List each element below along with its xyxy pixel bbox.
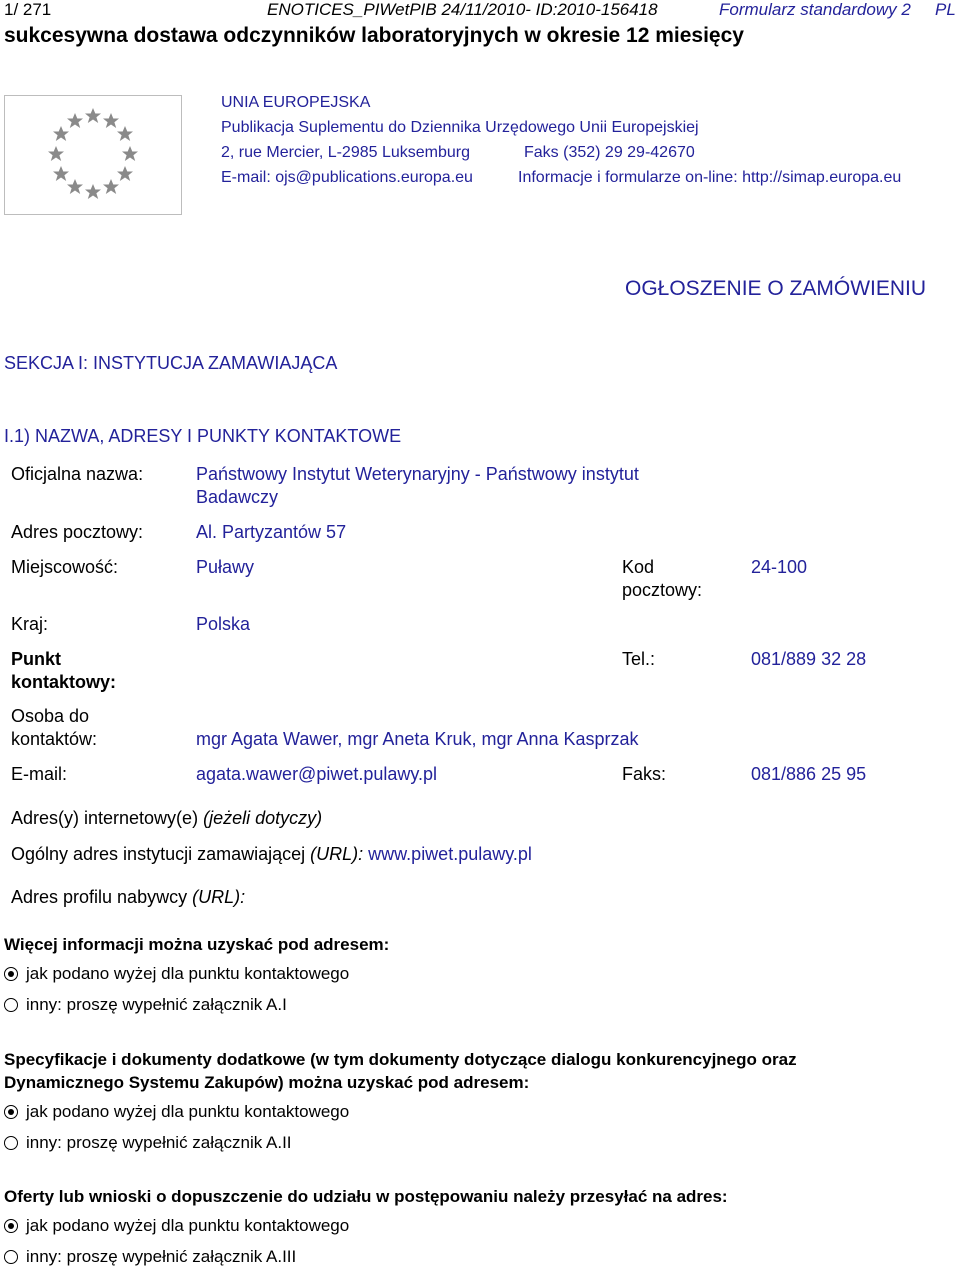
country-value: Polska [196, 614, 251, 634]
radio-empty-icon[interactable] [4, 998, 18, 1012]
postal-code-value: 24-100 [751, 557, 808, 577]
postal-code-label: Kod [622, 557, 655, 577]
phone-value: 081/889 32 28 [751, 649, 867, 669]
phone-label: Tel.: [622, 649, 656, 669]
official-name-value-cont: Badawczy [196, 487, 279, 507]
radio-selected-icon[interactable] [4, 967, 18, 981]
subsection-title: I.1) NAZWA, ADRESY I PUNKTY KONTAKTOWE [4, 426, 402, 446]
general-address-url-note: (URL): [310, 844, 364, 864]
general-address-row [11, 844, 532, 865]
postal-code-label-cont: pocztowy: [622, 580, 703, 600]
offers-option-other-label: inny: proszę wypełnić załącznik A.III [26, 1247, 297, 1266]
specs-option-other-label: inny: proszę wypełnić załącznik A.II [26, 1133, 292, 1152]
eu-flag-logo [4, 95, 182, 215]
contact-point-label: Punkt [11, 649, 62, 669]
country-label: Kraj: [11, 614, 49, 634]
general-address-label: Ogólny adres instytucji zamawiającej [11, 844, 306, 864]
radio-selected-icon[interactable] [4, 1105, 18, 1119]
radio-empty-icon[interactable] [4, 1250, 18, 1264]
publisher-info-link: Informacje i formularze on-line: http://simap.europa.eu [518, 169, 902, 186]
offers-option-same[interactable] [4, 1216, 349, 1236]
contact-person-label-cont: kontaktów: [11, 729, 98, 749]
publisher-address: 2, rue Mercier, L-2985 Luksemburg [221, 144, 471, 161]
publisher-name: UNIA EUROPEJSKA [221, 94, 371, 111]
email-label: E-mail: [11, 764, 68, 784]
official-name-label: Oficjalna nazwa: [11, 464, 144, 484]
contact-person-value: mgr Agata Wawer, mgr Aneta Kruk, mgr Anna Kasprzak [196, 729, 639, 749]
buyer-profile-label: Adres profilu nabywcy [11, 887, 188, 907]
more-info-heading: Więcej informacji można uzyskać pod adresem: [4, 935, 390, 954]
language-code: PL [935, 0, 956, 19]
buyer-profile-row [11, 887, 245, 908]
postal-address-label: Adres pocztowy: [11, 522, 144, 542]
general-address-url[interactable]: www.piwet.pulawy.pl [368, 844, 532, 864]
more-info-option-same[interactable] [4, 964, 349, 984]
specs-heading-cont: Dynamicznego Systemu Zakupów) można uzyskać pod adresem: [4, 1073, 530, 1092]
postal-address-value: Al. Partyzantów 57 [196, 522, 347, 542]
more-info-option-same-label: jak podano wyżej dla punktu kontaktowego [26, 964, 350, 983]
page-number: 1/ 271 [4, 0, 52, 19]
more-info-option-other-label: inny: proszę wypełnić załącznik A.I [26, 995, 287, 1014]
radio-empty-icon[interactable] [4, 1136, 18, 1150]
internet-heading-text: Adres(y) internetowy(e) [11, 808, 199, 828]
offers-option-other[interactable] [4, 1247, 296, 1267]
eu-stars-icon [5, 96, 181, 214]
offers-heading: Oferty lub wnioski o dopuszczenie do udziału w postępowaniu należy przesyłać na adres: [4, 1187, 728, 1206]
internet-addresses-heading [11, 808, 322, 829]
town-label: Miejscowość: [11, 557, 119, 577]
more-info-option-other[interactable] [4, 995, 287, 1015]
official-name-value: Państwowy Instytut Weterynaryjny - Państwowy instytut [196, 464, 639, 484]
document-id: ENOTICES_PIWetPIB 24/11/2010- ID:2010-156418 [267, 0, 658, 19]
publisher-fax: Faks (352) 29 29-42670 [524, 144, 695, 161]
contact-person-label: Osoba do [11, 706, 90, 726]
fax-value: 081/886 25 95 [751, 764, 867, 784]
publisher-subtitle: Publikacja Suplementu do Dziennika Urzędowego Unii Europejskiej [221, 119, 699, 136]
specs-heading: Specyfikacje i dokumenty dodatkowe (w tym dokumenty dotyczące dialogu konkurencyjnego oraz [4, 1050, 797, 1069]
internet-heading-note: (jeżeli dotyczy) [203, 808, 323, 828]
notice-subject-title: sukcesywna dostawa odczynników laboratoryjnych w okresie 12 miesięcy [4, 24, 744, 47]
specs-option-same-label: jak podano wyżej dla punktu kontaktowego [26, 1102, 350, 1121]
buyer-profile-url-note: (URL): [192, 887, 246, 907]
radio-selected-icon[interactable] [4, 1219, 18, 1233]
town-value: Puławy [196, 557, 255, 577]
notice-title: OGŁOSZENIE O ZAMÓWIENIU [625, 277, 927, 300]
contact-point-label-cont: kontaktowy: [11, 672, 117, 692]
section-title: SEKCJA I: INSTYTUCJA ZAMAWIAJĄCA [4, 353, 338, 373]
specs-option-other[interactable] [4, 1133, 292, 1153]
publisher-email: E-mail: ojs@publications.europa.eu [221, 169, 473, 186]
form-type: Formularz standardowy 2 [719, 0, 911, 19]
specs-option-same[interactable] [4, 1102, 349, 1122]
offers-option-same-label: jak podano wyżej dla punktu kontaktowego [26, 1216, 350, 1235]
fax-label: Faks: [622, 764, 667, 784]
email-value[interactable]: agata.wawer@piwet.pulawy.pl [196, 764, 438, 784]
